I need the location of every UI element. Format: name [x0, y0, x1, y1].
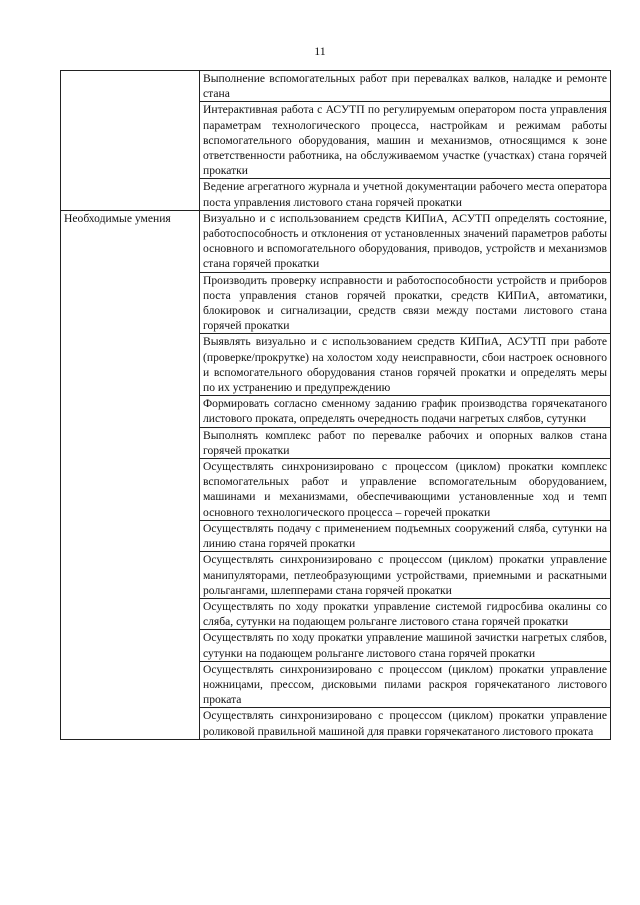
table-cell: Осуществлять подачу с применением подъемных сооружений сляба, сутунки на линию стана горячей прокатки: [200, 520, 611, 551]
skills-label: Необходимые умения: [61, 210, 200, 739]
table-cell: Осуществлять синхронизировано с процессом (циклом) прокатки управление ножницами, прессом, дисковыми пилами раскроя горячекатаного листового проката: [200, 661, 611, 708]
table-cell: Осуществлять синхронизировано с процессом (циклом) прокатки управление роликовой правильной машиной для правки горячекатаного листового проката: [200, 708, 611, 739]
table-cell: Формировать согласно сменному заданию график производства горячекатаного листового проката, определять очередность подачи нагретых слябов, сутунки: [200, 396, 611, 427]
empty-label-cell: [61, 71, 200, 211]
table-row: [61, 71, 611, 102]
table-cell: Осуществлять по ходу прокатки управление машиной зачистки нагретых слябов, сутунки на подающем рольганге листового стана горячей прокатки: [200, 630, 611, 661]
table-cell: Осуществлять синхронизировано с процессом (циклом) прокатки управление манипуляторами, петлеобразующими устройствами, приемными и раскатными рольгангами, шлепперами стана горячей прокатки: [200, 552, 611, 599]
table-cell: Выполнять комплекс работ по перевалке рабочих и опорных валков стана горячей прокатки: [200, 427, 611, 458]
page-number: 11: [314, 44, 326, 58]
table-cell: Выявлять визуально и с использованием средств КИПиА, АСУТП при работе (проверке/прокрутке) на холостом ходу неисправности, сбои настроек основного и вспомогательного оборудования станов горячей прокатки и определять меры по их устранению и предупреждению: [200, 334, 611, 396]
requirements-table: [60, 70, 611, 740]
table-row: [61, 210, 611, 272]
table-cell: Ведение агрегатного журнала и учетной документации рабочего места оператора поста управления листового стана горячей прокатки: [200, 179, 611, 210]
table-cell: Производить проверку исправности и работоспособности устройств и приборов поста управления станов горячей прокатки, средств КИПиА, автоматики, блокировок и сигнализации, средств связи между постами листового стана горячей прокатки: [200, 272, 611, 334]
table-cell: Осуществлять синхронизировано с процессом (циклом) прокатки комплекс вспомогательных работ и управление вспомогательным оборудованием, машинами и механизмами, обеспечивающими установленные ход и темп основного технологического процесса – горечей прокатки: [200, 459, 611, 521]
table-cell: Визуально и с использованием средств КИПиА, АСУТП определять состояние, работоспособность и отклонения от установленных значений параметров работы основного и вспомогательного оборудования, приводов, устройств и механизмов стана горячей прокатки: [200, 210, 611, 272]
table-cell: Выполнение вспомогательных работ при перевалках валков, наладке и ремонте стана: [200, 71, 611, 102]
table-cell: Интерактивная работа с АСУТП по регулируемым оператором поста управления параметрам технологического процесса, настройкам и режимам работы вспомогательного оборудования, машин и механизмов, относящимся к зоне ответственности работника, на обслуживаемом участке (участках) стана горячей прокатки: [200, 102, 611, 179]
table-cell: Осуществлять по ходу прокатки управление системой гидросбива окалины со сляба, сутунки на подающем рольганге листового стана горячей прокатки: [200, 598, 611, 629]
